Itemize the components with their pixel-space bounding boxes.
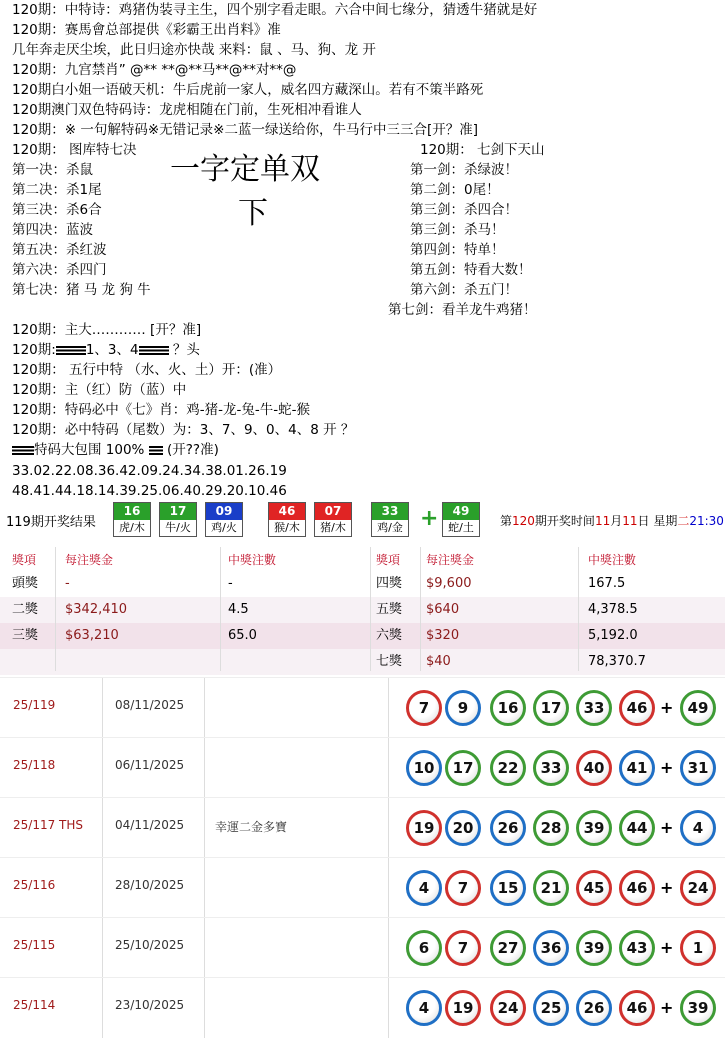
draw-ball-zodiac: 牛/火	[165, 521, 191, 534]
prize-cell: 5,192.0	[588, 628, 638, 643]
text-line-m7	[12, 441, 219, 459]
draw-ball-zodiac: 鸡/金	[377, 521, 403, 534]
text-line-m3: 120期： 五行中特 （水、火、土）开：(准）	[12, 362, 282, 378]
lottery-ball: 27	[490, 930, 526, 966]
lottery-ball: 41	[619, 750, 655, 786]
history-divider	[388, 798, 389, 858]
prize-row	[0, 597, 725, 623]
prize-header-cell: 獎項	[376, 553, 401, 567]
m2-prefix: 120期:	[12, 342, 56, 358]
number-list-2: 48.41.44.18.14.39.25.06.40.29.20.10.46	[12, 483, 287, 499]
lottery-ball: 20	[445, 810, 481, 846]
lottery-ball: 43	[619, 930, 655, 966]
plus-sign: +	[660, 818, 674, 837]
table-divider	[578, 547, 579, 671]
plus-sign: +	[660, 998, 674, 1017]
next-mid: 期开奖时间	[534, 514, 595, 528]
big-slogan-2: 下	[238, 196, 268, 231]
text-line-7: 120期：※ 一句解特码※无错记录※二蓝一绿送给你，牛马行中三三合[开？准]	[12, 122, 479, 138]
text-line-m4: 120期：主（红）防（蓝）中	[12, 382, 187, 398]
history-divider	[204, 738, 205, 798]
prize-row	[0, 649, 725, 675]
prize-header-cell: 每注獎金	[426, 553, 475, 567]
prize-cell: $342,410	[65, 602, 128, 617]
plus-sign: +	[660, 938, 674, 957]
prize-header-row	[0, 547, 725, 573]
history-row	[0, 737, 725, 798]
draw-ball-number: 07	[315, 503, 351, 520]
bar-icon	[139, 346, 169, 355]
lottery-ball: 9	[445, 690, 481, 726]
prize-cell: -	[228, 576, 233, 591]
seven-left-item: 第四决：蓝波	[12, 222, 93, 238]
m2-digits: 1、3、4	[85, 342, 139, 358]
history-row	[0, 677, 725, 738]
draw-ball	[268, 502, 306, 537]
lottery-ball: 19	[406, 810, 442, 846]
next-weekday: 二	[677, 514, 690, 528]
prize-cell: 五獎	[376, 602, 403, 617]
history-period: 25/114	[13, 998, 56, 1012]
lottery-ball: 6	[406, 930, 442, 966]
lottery-ball: 15	[490, 870, 526, 906]
text-line-3: 几年奔走厌尘埃，此日归途亦快哉 来料：鼠 、马、狗、龙 开	[12, 42, 376, 58]
text-line-m6: 120期：必中特码（尾数）为：3、7、9、0、4、8 开 ？	[12, 422, 355, 438]
lottery-ball: 44	[619, 810, 655, 846]
history-divider	[388, 858, 389, 918]
lottery-ball: 46	[619, 870, 655, 906]
seven-right-heading: 120期： 七剑下天山	[420, 142, 545, 158]
history-row	[0, 857, 725, 918]
seven-left-item: 第二决：杀1尾	[12, 182, 102, 198]
draw-ball	[159, 502, 197, 537]
history-period: 25/115	[13, 938, 56, 952]
draw-label: 119期开奖结果	[6, 515, 96, 530]
seven-left-item: 第三决：杀6合	[12, 202, 102, 218]
seven-right-item: 第四剑：特单！	[410, 242, 505, 258]
prize-cell: 65.0	[228, 628, 257, 643]
lottery-ball-special: 49	[680, 690, 716, 726]
lottery-ball: 19	[445, 990, 481, 1026]
history-date: 08/11/2025	[115, 698, 185, 712]
history-divider	[102, 678, 103, 738]
prize-cell: 六獎	[376, 628, 403, 643]
text-line-1: 120期：中特诗：鸡猪伪装寻主生，四个别字看走眼。六合中间七缘分，猜透牛猪就是好	[12, 2, 538, 18]
draw-ball-number: 49	[443, 503, 479, 520]
draw-special-ball	[442, 502, 480, 537]
history-divider	[102, 738, 103, 798]
seven-right-item: 第三剑：杀四合！	[410, 202, 518, 218]
draw-ball	[205, 502, 243, 537]
lottery-ball: 36	[533, 930, 569, 966]
prize-row	[0, 623, 725, 649]
prize-cell: 三獎	[12, 628, 39, 643]
history-divider	[388, 978, 389, 1038]
prize-cell: 七獎	[376, 654, 403, 669]
history-divider	[102, 978, 103, 1038]
history-divider	[102, 858, 103, 918]
lottery-ball: 46	[619, 990, 655, 1026]
text-line-4: 120期：九宫禁肖” @** **@**马**@**对**@	[12, 62, 297, 78]
prize-table	[0, 547, 725, 671]
draw-ball-zodiac: 虎/木	[119, 521, 145, 534]
bar-icon	[149, 446, 163, 455]
draw-ball	[371, 502, 409, 537]
prize-cell: 4,378.5	[588, 602, 638, 617]
plus-sign: +	[420, 506, 439, 531]
big-slogan: 一字定单双	[170, 152, 320, 187]
text-line-m2	[12, 341, 200, 359]
lottery-ball: 39	[576, 930, 612, 966]
draw-ball	[314, 502, 352, 537]
history-date: 06/11/2025	[115, 758, 185, 772]
number-list-1: 33.02.22.08.36.42.09.24.34.38.01.26.19	[12, 463, 287, 479]
plus-sign: +	[660, 698, 674, 717]
seven-left-item: 第七决：猪 马 龙 狗 牛	[12, 282, 151, 298]
prize-cell: $640	[426, 602, 460, 617]
lottery-ball: 26	[576, 990, 612, 1026]
lottery-ball-special: 4	[680, 810, 716, 846]
lottery-ball: 25	[533, 990, 569, 1026]
history-row	[0, 797, 725, 858]
lottery-ball: 4	[406, 990, 442, 1026]
history-row	[0, 917, 725, 978]
history-divider	[102, 798, 103, 858]
history-date: 04/11/2025	[115, 818, 185, 832]
bar-icon	[12, 446, 34, 455]
prize-header-cell: 獎項	[12, 553, 37, 567]
table-divider	[220, 547, 221, 671]
prize-cell: 78,370.7	[588, 654, 646, 669]
lottery-ball: 33	[576, 690, 612, 726]
prize-cell: 4.5	[228, 602, 249, 617]
m7-note: (开??准)	[162, 442, 219, 458]
lottery-ball: 39	[576, 810, 612, 846]
history-divider	[388, 918, 389, 978]
lottery-ball: 7	[445, 870, 481, 906]
prize-header-cell: 每注獎金	[65, 553, 114, 567]
text-line-2: 120期：赛馬會总部提供《彩霸王出肖料》准	[12, 22, 281, 38]
lottery-ball: 45	[576, 870, 612, 906]
seven-left-item: 第五决：杀红波	[12, 242, 107, 258]
prize-cell: 167.5	[588, 576, 626, 591]
next-pre: 第	[500, 514, 513, 528]
lottery-ball-special: 24	[680, 870, 716, 906]
seven-left-item: 第六决：杀四门	[12, 262, 107, 278]
lottery-ball: 21	[533, 870, 569, 906]
lottery-ball: 7	[445, 930, 481, 966]
prize-cell: $9,600	[426, 576, 472, 591]
table-divider	[55, 547, 56, 671]
next-m: 月	[610, 514, 623, 528]
seven-right-item: 第二剑：0尾！	[410, 182, 500, 198]
seven-left-item: 第一决：杀鼠	[12, 162, 93, 178]
seven-right-item: 第七剑：看羊龙牛鸡猪！	[388, 302, 537, 318]
next-time: 21:30	[689, 514, 724, 528]
draw-ball-number: 33	[372, 503, 408, 520]
history-divider	[388, 678, 389, 738]
draw-ball-number: 17	[160, 503, 196, 520]
history-divider	[388, 738, 389, 798]
lottery-ball: 26	[490, 810, 526, 846]
history-date: 25/10/2025	[115, 938, 185, 952]
history-date: 23/10/2025	[115, 998, 185, 1012]
draw-ball-number: 09	[206, 503, 242, 520]
prize-row	[0, 571, 725, 597]
draw-ball-zodiac: 蛇/土	[448, 521, 474, 534]
prize-header-cell: 中獎注數	[228, 553, 277, 567]
draw-ball-number: 16	[114, 503, 150, 520]
text-line-5: 120期白小姐一语破天机：牛后虎前一家人，威名四方藏深山。若有不策半路死	[12, 82, 484, 98]
next-draw-time	[500, 512, 724, 529]
text-line-m5: 120期：特码必中《七》肖：鸡-猪-龙-兔-牛-蛇-猴	[12, 402, 310, 418]
next-day: 11	[622, 514, 638, 528]
history-period: 25/118	[13, 758, 56, 772]
plus-sign: +	[660, 758, 674, 777]
seven-right-item: 第三剑：杀马！	[410, 222, 505, 238]
history-divider	[204, 678, 205, 738]
history-period: 25/117 THS	[13, 818, 84, 832]
history-divider	[102, 918, 103, 978]
m2-suffix: ？头	[168, 342, 200, 358]
lottery-ball-special: 1	[680, 930, 716, 966]
history-date: 28/10/2025	[115, 878, 185, 892]
lottery-ball: 33	[533, 750, 569, 786]
lottery-ball: 7	[406, 690, 442, 726]
history-divider	[204, 798, 205, 858]
lottery-ball: 24	[490, 990, 526, 1026]
draw-ball-zodiac: 鸡/火	[211, 521, 237, 534]
draw-ball	[113, 502, 151, 537]
text-line-6: 120期澳门双色特码诗：龙虎相随在门前，生死相冲看谁人	[12, 102, 362, 118]
next-d: 日 星期	[637, 514, 678, 528]
text-line-m1: 120期：主大………… [开？准]	[12, 322, 202, 338]
next-period: 120	[512, 514, 535, 528]
seven-right-item: 第五剑：特看大数！	[410, 262, 532, 278]
history-divider	[204, 858, 205, 918]
m7-text: 特码大包围 100%	[34, 442, 145, 458]
prize-cell: 二獎	[12, 602, 39, 617]
prize-cell: -	[65, 576, 70, 591]
history-period: 25/119	[13, 698, 56, 712]
history-row	[0, 977, 725, 1038]
draw-ball-zodiac: 猴/木	[274, 521, 300, 534]
table-divider	[370, 547, 371, 671]
lottery-ball: 22	[490, 750, 526, 786]
lottery-ball: 17	[533, 690, 569, 726]
prize-header-cell: 中獎注數	[588, 553, 637, 567]
draw-ball-number: 46	[269, 503, 305, 520]
lottery-ball: 46	[619, 690, 655, 726]
lottery-ball: 16	[490, 690, 526, 726]
next-month: 11	[594, 514, 611, 528]
lottery-ball-special: 39	[680, 990, 716, 1026]
history-divider	[204, 978, 205, 1038]
prize-cell: $63,210	[65, 628, 119, 643]
seven-right-item: 第一剑：杀绿波！	[410, 162, 518, 178]
lottery-ball: 10	[406, 750, 442, 786]
lottery-ball: 17	[445, 750, 481, 786]
lottery-ball: 4	[406, 870, 442, 906]
seven-right-item: 第六剑：杀五门！	[410, 282, 518, 298]
prize-cell: 四獎	[376, 576, 403, 591]
table-divider	[420, 547, 421, 671]
lottery-ball: 28	[533, 810, 569, 846]
plus-sign: +	[660, 878, 674, 897]
history-divider	[204, 918, 205, 978]
history-name: 幸運二金多寶	[215, 820, 288, 834]
lottery-ball-special: 31	[680, 750, 716, 786]
lottery-ball: 40	[576, 750, 612, 786]
history-period: 25/116	[13, 878, 56, 892]
seven-left-heading: 120期： 图库特七决	[12, 142, 137, 158]
prize-cell: $320	[426, 628, 460, 643]
prize-cell: $40	[426, 654, 451, 669]
prize-cell: 頭獎	[12, 576, 39, 591]
draw-ball-zodiac: 猪/木	[320, 521, 346, 534]
bar-icon	[56, 346, 86, 355]
